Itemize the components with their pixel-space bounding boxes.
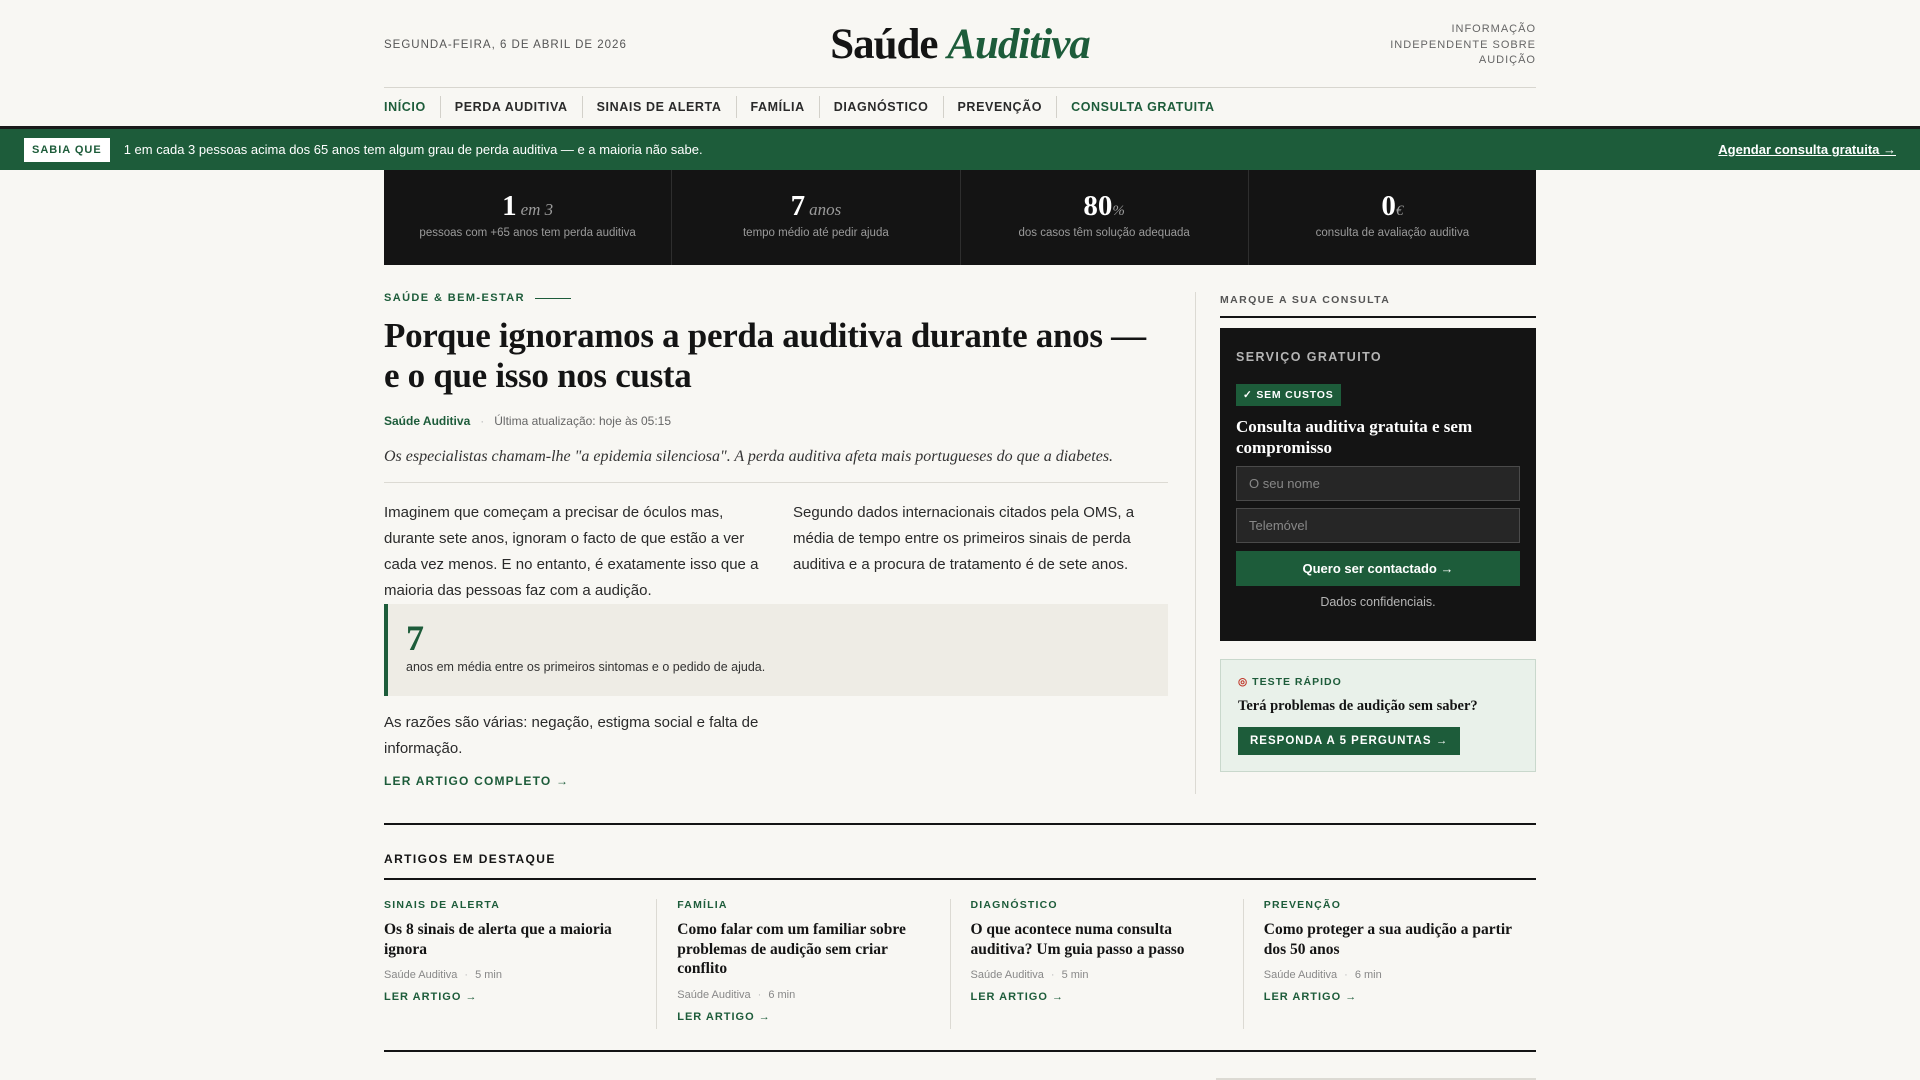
sidebar-title: MARQUE A SUA CONSULTA: [1220, 294, 1536, 318]
stat-value: 7: [790, 190, 806, 222]
article-headline[interactable]: Porque ignoramos a perda auditiva durante anos — e o que isso nos custa: [384, 316, 1146, 395]
featured-meta: Saúde Auditiva · 6 min: [1263, 969, 1382, 981]
article-columns: [384, 500, 1168, 604]
featured-category[interactable]: SINAIS DE ALERTA: [384, 899, 501, 911]
featured-category[interactable]: DIAGNÓSTICO: [970, 899, 1058, 911]
main-article: [384, 292, 1168, 788]
featured-read-time: 5 min: [475, 969, 502, 981]
nav-item-sinais-de-alerta[interactable]: SINAIS DE ALERTA: [582, 96, 736, 118]
fact-banner: [0, 129, 1920, 170]
phone-input[interactable]: [1236, 508, 1520, 543]
featured-meta: Saúde Auditiva · 5 min: [384, 969, 502, 981]
featured-card-title[interactable]: Como falar com um familiar sobre problemas de audição sem criar conflito: [677, 921, 906, 977]
banner-message: 1 em cada 3 pessoas acima dos 65 anos tem algum grau de perda auditiva — e a maioria não sabe.: [123, 142, 703, 157]
featured-source: Saúde Auditiva: [677, 988, 751, 1001]
sidebar: [1220, 294, 1536, 772]
featured-read-link[interactable]: LER ARTIGO →: [677, 1010, 771, 1023]
featured-source: Saúde Auditiva: [384, 969, 458, 981]
article-paragraph: As razões são várias: negação, estigma social e falta de informação.: [384, 714, 759, 757]
featured-read-link[interactable]: LER ARTIGO →: [1263, 991, 1358, 1003]
featured-articles: [384, 823, 1536, 1029]
stat-value: 1: [502, 190, 517, 222]
main-nav: [384, 88, 1536, 126]
featured-read-time: 6 min: [1354, 969, 1382, 981]
site-tagline: INFORMAÇÃO INDEPENDENTE SOBRE AUDIÇÃO: [1390, 23, 1536, 66]
no-cost-badge: ✓ SEM CUSTOS: [1236, 384, 1341, 406]
article-updated: Última atualização: hoje às 05:15: [494, 414, 672, 428]
quick-test-kicker: [1238, 676, 1518, 688]
stat-value: 80: [1083, 190, 1113, 222]
stat-value: 0: [1381, 190, 1396, 222]
featured-category[interactable]: FAMÍLIA: [677, 899, 728, 911]
stat-unit: anos: [809, 200, 842, 219]
stat-unit: em 3: [520, 200, 554, 219]
stat-unit: €: [1395, 203, 1404, 219]
featured-card-title[interactable]: Os 8 sinais de alerta que a maioria ignora: [384, 921, 612, 958]
pull-quote-text: anos em média entre os primeiros sintomas e o pedido de ajuda.: [406, 660, 766, 674]
featured-category[interactable]: PREVENÇÃO: [1263, 899, 1342, 911]
featured-read-link[interactable]: LER ARTIGO →: [384, 991, 478, 1003]
nav-item-consulta-gratuita[interactable]: CONSULTA GRATUITA: [1056, 96, 1229, 118]
featured-card-title[interactable]: O que acontece numa consulta auditiva? Um guia passo a passo: [970, 921, 1185, 958]
article-author[interactable]: Saúde Auditiva: [384, 414, 471, 428]
stat-item: [1248, 170, 1536, 265]
byline-separator: ·: [480, 414, 485, 428]
current-date: SEGUNDA-FEIRA, 6 DE ABRIL DE 2026: [384, 39, 627, 51]
article-paragraph: Segundo dados internacionais citados pela OMS, a média de tempo entre os primeiros sinais de perda auditiva e a procura de tratamento é de sete anos.: [793, 504, 1135, 573]
nav-item-inicio[interactable]: INÍCIO: [384, 100, 426, 114]
article-paragraph: Imaginem que começam a precisar de óculos mas, durante sete anos, ignoram o facto de que estão a ver cada vez menos. E no entanto, é exatamente isso que a maioria das pessoas faz com a audição.: [384, 504, 759, 599]
pull-quote-number: 7: [406, 618, 424, 658]
featured-title: ARTIGOS EM DESTAQUE: [384, 852, 1536, 880]
consultation-card: [1220, 328, 1536, 641]
featured-source: Saúde Auditiva: [1263, 969, 1338, 981]
nav-item-diagnostico[interactable]: DIAGNÓSTICO: [819, 96, 943, 118]
target-icon: ◎: [1238, 676, 1249, 688]
stat-label: consulta de avaliação auditiva: [1315, 227, 1470, 239]
featured-read-time: 5 min: [1061, 969, 1089, 981]
section-divider: [384, 1050, 1536, 1052]
featured-meta: Saúde Auditiva · 6 min: [677, 988, 796, 1001]
stat-label: tempo médio até pedir ajuda: [742, 227, 889, 239]
featured-source: Saúde Auditiva: [970, 969, 1044, 981]
nav-item-perda-auditiva[interactable]: PERDA AUDITIVA: [440, 96, 582, 118]
article-kicker: [384, 292, 1168, 304]
stat-label: dos casos têm solução adequada: [1018, 227, 1190, 239]
featured-card: [656, 899, 949, 1029]
featured-top-rule: [384, 823, 1536, 825]
stat-label: pessoas com +65 anos tem perda auditiva: [419, 227, 636, 239]
privacy-note: Dados confidenciais.: [1320, 595, 1436, 609]
kicker-line: [535, 298, 571, 299]
card-eyebrow: SERVIÇO GRATUITO: [1236, 350, 1383, 364]
stat-unit: %: [1112, 203, 1125, 219]
stat-item: [960, 170, 1248, 265]
site-header: [384, 0, 1536, 88]
featured-read-link[interactable]: LER ARTIGO →: [970, 991, 1064, 1003]
column-divider: [1195, 292, 1196, 794]
stat-item: [384, 170, 671, 265]
site-logo[interactable]: [384, 20, 1536, 69]
nav-item-familia[interactable]: FAMÍLIA: [736, 96, 819, 118]
nav-item-prevencao[interactable]: PREVENÇÃO: [943, 96, 1057, 118]
card-heading: Consulta auditiva gratuita e sem compromisso: [1236, 417, 1473, 457]
contact-submit-button[interactable]: Quero ser contactado →: [1236, 551, 1520, 586]
quick-test-title: Terá problemas de audição sem saber?: [1238, 698, 1478, 714]
stat-item: [671, 170, 959, 265]
banner-badge: SABIA QUE: [24, 138, 110, 162]
stats-bar: [384, 170, 1536, 265]
pull-quote: [384, 604, 1168, 696]
banner-booking-link[interactable]: Agendar consulta gratuita →: [1718, 142, 1896, 157]
featured-card: [950, 899, 1243, 1029]
featured-card: [1243, 899, 1536, 1029]
quick-test-button[interactable]: RESPONDA A 5 PERGUNTAS →: [1238, 727, 1460, 755]
article-category: SAÚDE & BEM-ESTAR: [384, 292, 525, 304]
featured-meta: Saúde Auditiva · 5 min: [970, 969, 1089, 981]
featured-card: [384, 899, 656, 1029]
logo-accent-text: Auditiva: [947, 21, 1090, 68]
featured-read-time: 6 min: [768, 988, 796, 1001]
article-deck: Os especialistas chamam-lhe "a epidemia silenciosa". A perda auditiva afeta mais portugueses do que a diabetes.: [384, 448, 1168, 483]
quick-test-label: TESTE RÁPIDO: [1252, 676, 1342, 688]
read-full-article-link[interactable]: LER ARTIGO COMPLETO →: [384, 774, 570, 788]
quick-test-box: [1220, 659, 1536, 772]
name-input[interactable]: [1236, 466, 1520, 501]
article-byline: [384, 414, 1168, 428]
featured-grid: [384, 899, 1536, 1029]
logo-main-text: Saúde: [830, 21, 938, 68]
featured-card-title[interactable]: Como proteger a sua audição a partir dos 50 anos: [1263, 921, 1512, 958]
